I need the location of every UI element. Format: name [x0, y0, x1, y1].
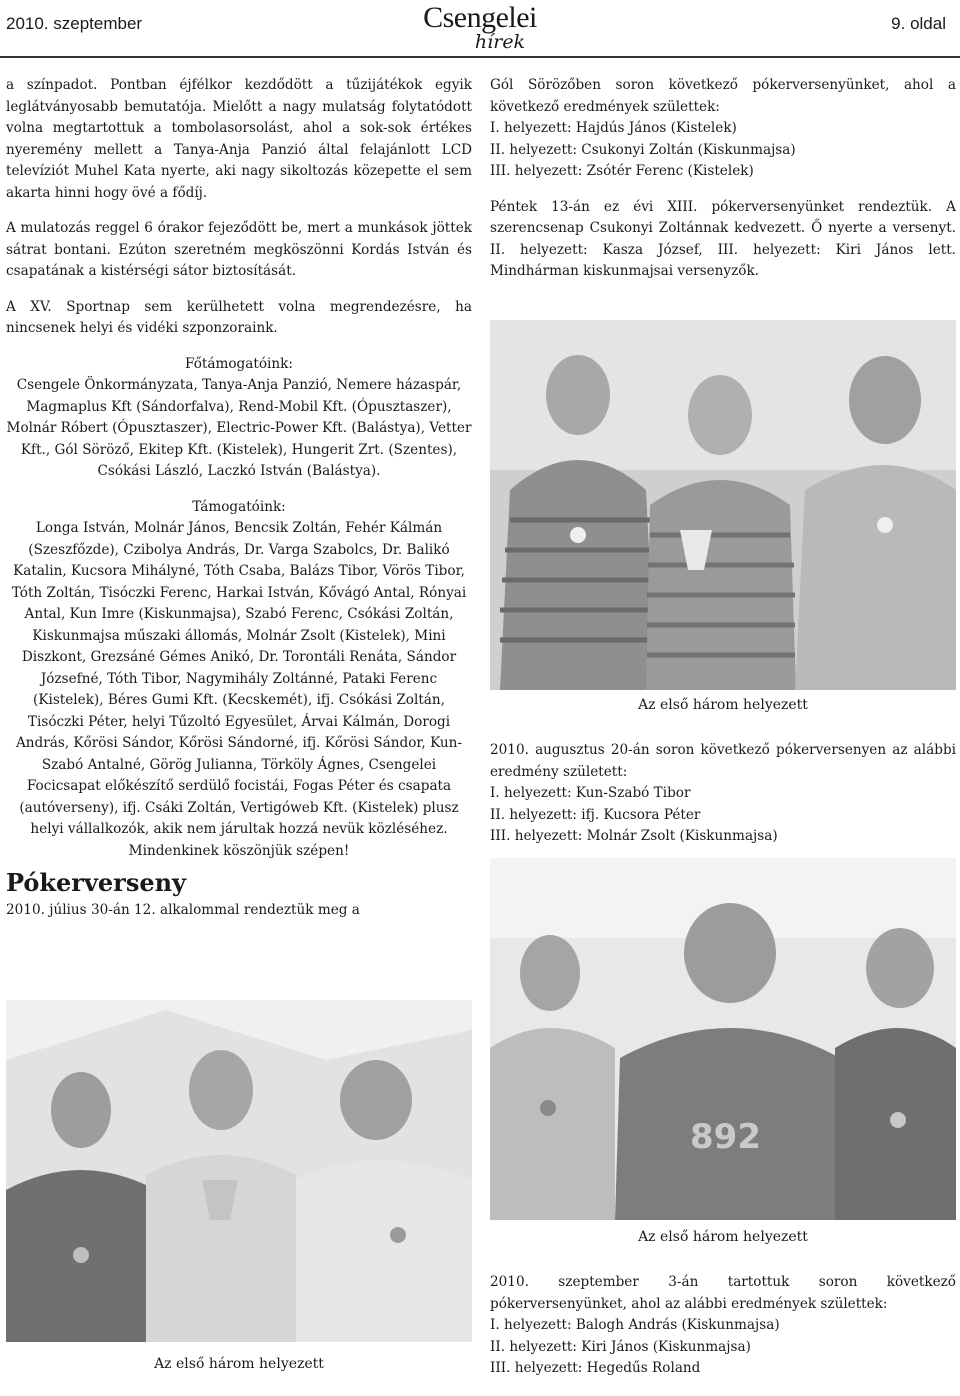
results-line: II. helyezett: ifj. Kucsora Péter — [490, 806, 701, 823]
page-header — [0, 0, 960, 56]
article-paragraph: A XV. Sportnap sem kerülhetett volna megrendezésre, ha nincsenek helyi és vidéki szponzoraink. — [6, 298, 472, 336]
results-august — [490, 740, 956, 848]
right-column — [490, 75, 956, 283]
main-sponsors-list: Csengele Önkormányzata, Tanya-Anja Panzió, Nemere házaspár, Magmaplus Kft (Sándorfalva), Rend-Mobil Kft. (Ópusztaszer), Molnár Róbert (Ópusztaszer), Electric-Power Kft. (Balástya), Vetter Kft., Gól Söröző, Ekitep Kft. (Kistelek), Hungerit Zrt. (Szentes), Csókási László, Laczkó István (Balástya). — [6, 377, 472, 479]
results-line: II. helyezett: Csukonyi Zoltán (Kiskunmajsa) — [490, 141, 796, 158]
photo-caption: Az első három helyezett — [154, 1356, 324, 1372]
results-line: I. helyezett: Kun-Szabó Tibor — [490, 785, 691, 801]
results-line: III. helyezett: Molnár Zsolt (Kiskunmajsa) — [490, 828, 778, 844]
header-rule — [0, 56, 960, 58]
article-paragraph: a színpadot. Pontban éjfélkor kezdődött a tűzijátékok egyik leglátványosabb bemutatója. Mielőtt a nagy mulatság folytatódott volna megtartottuk a tombolasorsolást, ahol a sok-sok értékes nyeremény mellett a Tanya-Anja Panzió által felajánlott LCD televíziót Muhel Kata nyerte, aki nagy sikoltozás közepette el sem akarta hinni hogy övé a fődíj. — [6, 77, 472, 201]
results-line: III. helyezett: Zsótér Ferenc (Kistelek) — [490, 163, 754, 179]
photo-caption: Az első három helyezett — [638, 697, 808, 713]
photo-caption: Az első három helyezett — [638, 1229, 808, 1245]
results-line: I. helyezett: Balogh András (Kiskunmajsa) — [490, 1317, 780, 1333]
photo-winners-july — [490, 320, 956, 690]
thanks-line: Mindenkinek köszönjük szépen! — [128, 842, 350, 859]
photo-winners-september — [6, 1000, 472, 1342]
results-line: 2010. szeptember 3-án tartottuk soron következő pókerversenyünket, ahol az alábbi eredmények születtek: — [490, 1274, 956, 1312]
photo-illustration — [490, 320, 956, 690]
section-heading: Pókerverseny — [6, 868, 186, 897]
logo-subtitle: hírek — [474, 31, 526, 53]
sponsors-title: Támogatóink: — [192, 498, 286, 515]
photo-winners-august — [490, 858, 956, 1220]
poker-intro: 2010. július 30-án 12. alkalommal rendeztük meg a — [6, 902, 360, 918]
svg-text:892: 892 — [690, 1117, 761, 1157]
photo-illustration — [490, 858, 956, 1220]
sponsors-list: Longa István, Molnár János, Bencsik Zoltán, Fehér Kálmán (Szeszfőzde), Czibolya András, Dr. Varga Szabolcs, Dr. Balikó Katalin, Kucsora Mihályné, Tóth Csaba, Balázs Tibor, Vörös Tibor, Tóth Zoltán, Tisóczki Ferenc, Harkai István, Kővágó Antal, Rónyai Antal, Kun Imre (Kiskunmajsa), Szabó Ferenc, Csókási Zoltán, Kiskunmajsa műszaki állomás, Molnár Zsolt (Kistelek), Mini Diszkont, Grezsáné Gémes Anikó, Dr. Torontáli Renáta, Sándor Józsefné, Tóth Tibor, Nagymihály Zoltánné, Pataki Ferenc (Kistelek), Béres Gumi Kft. (Kecskemét), ifj. Csókási Zoltán, Tisóczki Péter, helyi Tűzoltó Egyesület, Árvai Kálmán, Dorogi András, Kőrösi Sándor, Kőrösi Sándorné, ifj. Kőrösi Sándor, Kun-Szabó Antalné, Görög Julianna, Törköly Ágnes, Csengelei Focicsapat előkészítő serdülő focistái, Fogas Péter és csapata (autóverseny), ifj. Csáki Zoltán, Vertigóweb Kft. (Kistelek) plusz helyi vállalkozók, akik nem járultak hozzá nevük közléséhez. — [11, 520, 467, 837]
left-column — [6, 75, 472, 922]
results-line: 2010. augusztus 20-án soron következő pókerversenyen az alábbi eredmény született: — [490, 742, 956, 780]
results-line: Gól Sörözőben soron következő pókerversenyünket, ahol a következő eredmények születtek: — [490, 77, 956, 115]
logo-title: Csengelei — [423, 1, 537, 34]
newspaper-logo — [400, 1, 560, 53]
article-paragraph: A mulatozás reggel 6 órakor fejeződött be, mert a munkások jöttek sátrat bontani. Ezúton szeretném megköszönni Kordás István és csapatának a kistérségi sátor biztosítását. — [6, 220, 472, 279]
results-line: II. helyezett: Kiri János (Kiskunmajsa) — [490, 1338, 751, 1355]
main-sponsors-title: Főtámogatóink: — [185, 355, 293, 372]
page-number: 9. oldal — [891, 14, 946, 33]
results-september — [490, 1272, 956, 1380]
article-paragraph: Péntek 13-án ez évi XIII. pókerversenyünket rendeztük. A szerencsenap Csukonyi Zoltánnak kedvezett. Ő nyerte a versenyt. II. helyezett: Kasza József, III. helyezett: Kiri János lett. Mindhárman kiskunmajsai versenyzők. — [490, 198, 956, 279]
issue-date: 2010. szeptember — [6, 14, 143, 33]
photo-illustration — [6, 1000, 472, 1342]
results-line: I. helyezett: Hajdús János (Kistelek) — [490, 120, 737, 136]
results-line: III. helyezett: Hegedűs Roland — [490, 1360, 701, 1376]
